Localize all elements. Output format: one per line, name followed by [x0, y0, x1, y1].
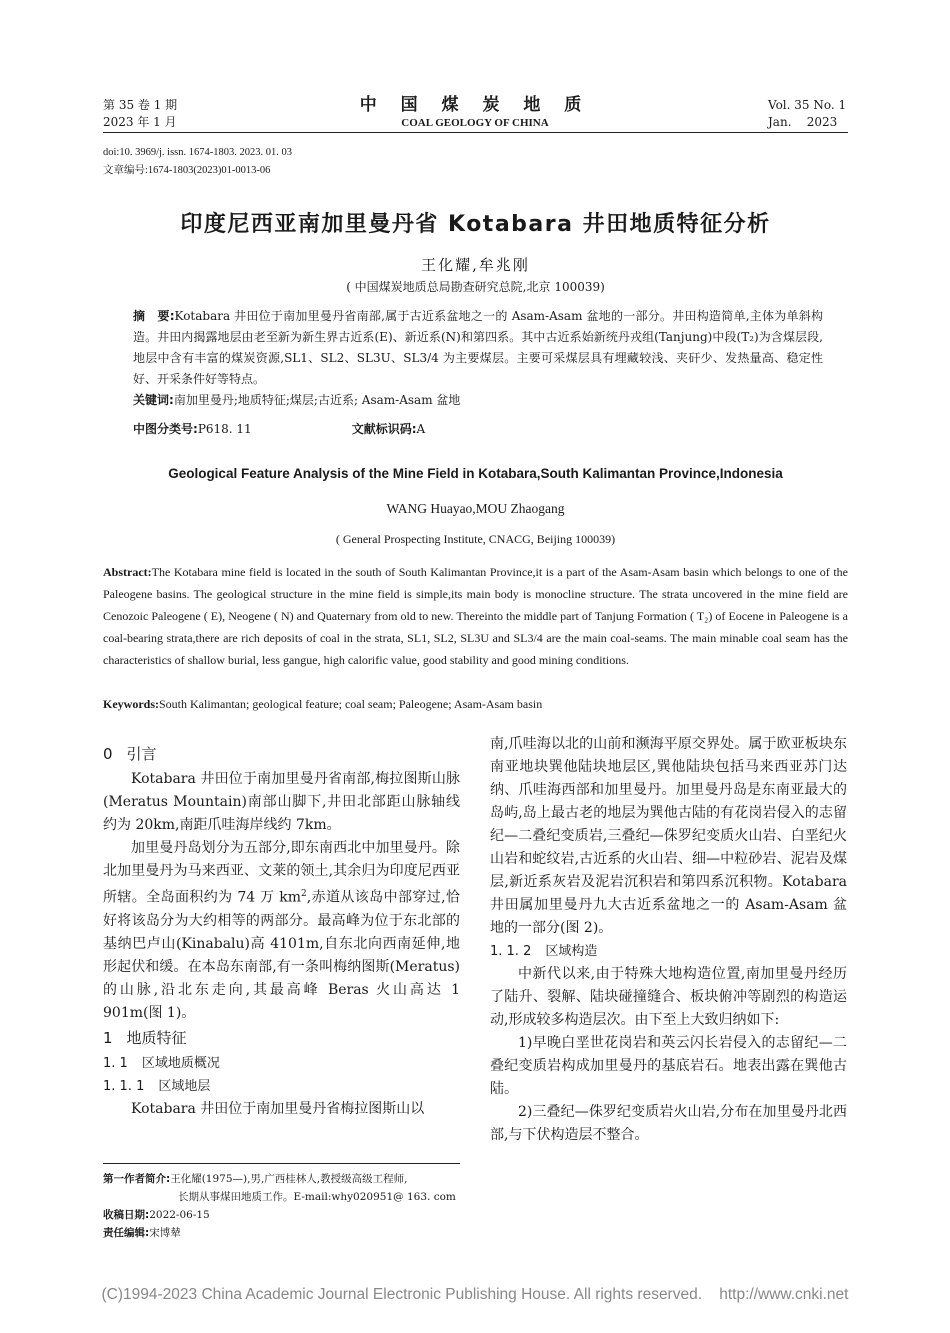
- copyright-watermark: (C)1994-2023 China Academic Journal Electronic Publishing House. All rights reserved. http://www.cnki.net: [101, 1286, 849, 1303]
- doc-code-value: A: [416, 422, 426, 436]
- paragraph-structure-item-1: 1)早晚白垩世花岗岩和英云闪长岩侵入的志留纪—二叠纪变质岩构成加里曼丹的基底岩石。地表出露在巽他古陆。: [490, 1035, 847, 1097]
- classification: [133, 419, 823, 440]
- section-1-1-2-heading: [490, 940, 847, 963]
- superscript-2: 2: [301, 889, 307, 899]
- section-1-1-heading: [103, 1052, 460, 1075]
- header-volume-en: [768, 97, 848, 131]
- footnote-editor-value: 宋博辇: [149, 1227, 181, 1239]
- clc-label: 中图分类号:: [133, 422, 198, 436]
- paragraph-intro-2: [103, 837, 460, 1025]
- affiliation-en: ( General Prospecting Institute, CNACG, Beijing 100039): [335, 532, 616, 546]
- paper-title-en: Geological Feature Analysis of the Mine Field in Kotabara,South Kalimantan Province,Indonesia: [168, 466, 783, 481]
- abstract-zh-text: Kotabara 井田位于南加里曼丹省南部,属于古近系盆地之一的 Asam-Asam 盆地的一部分。井田构造简单,主体为单斜构造。井田内揭露地层由老至新为新生界古近系(E)、新近系(N)和第四系。其中古近系始新统丹戎组(Tanjung)中段(T₂)为含煤层段,地层中含有丰富的煤炭资源,SL1、SL2、SL3U、SL3/4 为主要煤层。主要可采煤层具有埋藏较浅、夹矸少、发热量高、稳定性好、开采条件好等特点。: [133, 309, 823, 386]
- section-1-number: 1: [103, 1028, 113, 1047]
- paragraph-intro-2a: 加里曼丹岛划分为五部分,即东南西北中加里曼丹。除北加里曼丹为马来西亚、文莱的领土,其余归为印度尼西亚所辖。全岛面积约为 74 万 km: [103, 840, 460, 906]
- paragraph-structure-item-2: 2)三叠纪—侏罗纪变质岩火山岩,分布在加里曼丹北西部,与下伏构造层不整合。: [490, 1104, 847, 1143]
- footnote-author-cont: 长期从事煤田地质工作。E-mail:why020951@ 163. com: [178, 1191, 456, 1203]
- abstract-zh: [133, 306, 823, 411]
- doc-code-label: 文献标识码:: [351, 422, 417, 436]
- journal-title-zh: 中 国 煤 炭 地 质: [359, 95, 591, 115]
- abstract-zh-label: 摘 要:: [133, 309, 175, 323]
- footnote-editor: [103, 1224, 460, 1242]
- section-1-1-2-number: 1. 1. 2: [490, 944, 532, 959]
- date-zh: 2023 年 1 月: [103, 115, 177, 129]
- section-0-heading: [103, 741, 460, 768]
- footnote-received: [103, 1206, 460, 1224]
- section-1-1-1-heading: [103, 1075, 460, 1098]
- footnote-author: [103, 1170, 460, 1188]
- paragraph-intro-1: Kotabara 井田位于南加里曼丹省南部,梅拉图斯山脉(Meratus Mountain)南部山脚下,井田北部距山脉轴线约为 20km,南距爪哇海岸线约 7km。: [103, 771, 460, 833]
- section-0-number: 0: [103, 745, 113, 763]
- paragraph-strata-start: Kotabara 井田位于南加里曼丹省梅拉图斯山以: [131, 1100, 425, 1117]
- authors-zh: 王化耀,牟兆刚: [421, 256, 530, 274]
- header-volume-zh: [103, 97, 177, 131]
- body-left-column: [103, 741, 460, 1121]
- footnote-received-value: 2022-06-15: [149, 1209, 210, 1221]
- keywords-en: [103, 693, 848, 715]
- volume-zh: 第 35 卷 1 期: [103, 98, 178, 112]
- paragraph-strata-cont: 南,爪哇海以北的山前和濒海平原交界处。属于欧亚板块东南亚地块巽他陆块地层区,巽他陆块包括马来西亚苏门达纳、爪哇海西部和加里曼丹。加里曼丹岛是东南亚最大的岛屿,岛上最古老的地层为巽他古陆的有花岗岩侵入的志留纪—二叠纪变质岩,三叠纪—侏罗纪变质火山岩、白垩纪火山岩和蛇纹岩,古近系的火山岩、细—中粒砂岩、泥岩及煤层,新近系灰岩及泥岩沉积岩和第四系沉积物。Kotabara 井田属加里曼丹九大古近系盆地之一的 Asam-Asam 盆地的一部分(图 2)。: [490, 736, 847, 936]
- section-1-1-number: 1. 1: [103, 1055, 128, 1071]
- footnote-editor-label: 责任编辑:: [103, 1227, 150, 1239]
- affiliation-zh: ( 中国煤炭地质总局勘查研究总院,北京 100039): [346, 280, 605, 294]
- section-1-heading: [103, 1025, 460, 1052]
- clc-value: P618. 11: [197, 422, 252, 436]
- doi: doi:10. 3969/j. issn. 1674-1803. 2023. 01. 03: [103, 147, 293, 158]
- paragraph-intro-2b: ,赤道从该岛中部穿过,恰好将该岛分为大约相等的两部分。最高峰为位于东北部的基纳巴卢山(Kinabalu)高 4101m,自东北向西南延伸,地形起伏和缓。在本岛东南部,有一条叫梅纳图斯(Meratus)的山脉,沿北东走向,其最高峰 Beras 火山高达 1 901m(图 1)。: [103, 889, 460, 1021]
- footnote-received-label: 收稿日期:: [103, 1209, 150, 1221]
- volume-en: Vol. 35 No. 1: [768, 98, 847, 112]
- section-1-1-2-title: 区域构造: [545, 944, 598, 959]
- keywords-zh-label: 关键词:: [133, 393, 174, 407]
- journal-masthead: [330, 95, 620, 131]
- abstract-en: [103, 561, 848, 671]
- keywords-en-label: Keywords:: [103, 697, 159, 711]
- paragraph-structure: 中新代以来,由于特殊大地构造位置,南加里曼丹经历了陆升、裂解、陆块碰撞缝合、板块俯冲等剧烈的构造运动,形成较多构造层次。由下至上大致归纳如下:: [490, 966, 847, 1028]
- footnote-author-text: 王化耀(1975—),男,广西桂林人,教授级高级工程师,: [170, 1173, 408, 1185]
- abstract-en-label: Abstract:: [103, 565, 152, 579]
- section-0-title: 引言: [126, 745, 157, 763]
- footnote-author-label: 第一作者简介:: [103, 1173, 171, 1185]
- abstract-en-text: The Kotabara mine field is located in the south of South Kalimantan Province,it is a part of the Asam-Asam basin which belongs to one of the Paleogene basins. The geological structure in the mine field is simple,its main body is monocline structure. The strata uncovered in the mine field are Cenozoic Paleogene ( E), Neogene ( N) and Quaternary from old to new. Thereinto the middle part of Tanjung Formation ( T₂) of Eocene in Paleogene is a coal-bearing strata,there are rich deposits of coal in the strata, SL1, SL2, SL3U and SL3/4 are the main coal-seams. The main minable coal seam has the characteristics of shallow burial, less gangue, high calorific value, good stability and good mining conditions.: [103, 565, 848, 667]
- section-1-1-1-number: 1. 1. 1: [103, 1078, 145, 1094]
- journal-title-en: COAL GEOLOGY OF CHINA: [401, 117, 549, 129]
- footnote-rule: [103, 1163, 460, 1164]
- article-number: 文章编号:1674-1803(2023)01-0013-06: [103, 165, 271, 176]
- authors-en: WANG Huayao,MOU Zhaogang: [386, 501, 565, 516]
- section-1-title: 地质特征: [126, 1028, 187, 1047]
- article-meta: [103, 144, 292, 180]
- section-1-1-title: 区域地质概况: [141, 1055, 220, 1071]
- keywords-zh: [133, 390, 823, 411]
- paper-title-zh: 印度尼西亚南加里曼丹省 Kotabara 井田地质特征分析: [180, 212, 771, 237]
- footnote: [103, 1170, 460, 1242]
- keywords-zh-text: 南加里曼丹;地质特征;煤层;古近系; Asam-Asam 盆地: [173, 393, 461, 407]
- section-1-1-1-title: 区域地层: [158, 1078, 211, 1094]
- body-right-column: [490, 733, 847, 1147]
- keywords-en-text: South Kalimantan; geological feature; coal seam; Paleogene; Asam-Asam basin: [159, 697, 543, 711]
- header-rule: [103, 132, 848, 133]
- date-en: Jan. 2023: [768, 115, 838, 129]
